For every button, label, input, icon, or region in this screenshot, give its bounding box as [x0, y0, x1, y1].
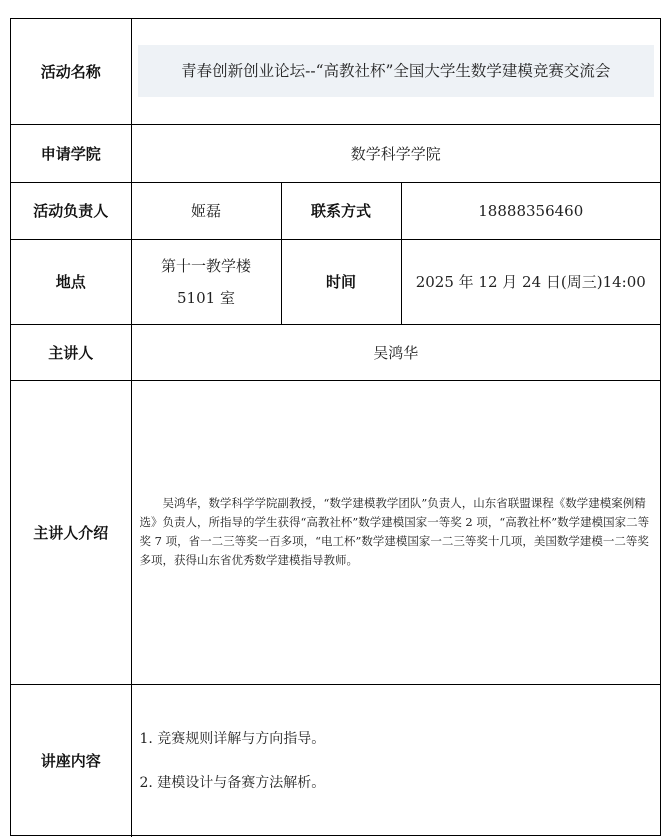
activity-name-cell: [131, 19, 660, 124]
contact-value: 18888356460: [401, 182, 660, 239]
speaker-intro-cell: [131, 380, 660, 684]
activity-name-label: 活动名称: [11, 19, 131, 124]
row-activity-name: [11, 19, 660, 124]
leader-value: 姬磊: [131, 182, 281, 239]
row-college: [11, 124, 660, 182]
row-leader: [11, 182, 660, 239]
activity-name-value: 青春创新创业论坛--“高教社杯”全国大学生数学建模竞赛交流会: [138, 45, 655, 97]
college-label: 申请学院: [11, 124, 131, 182]
speaker-intro-label: 主讲人介绍: [11, 380, 131, 684]
row-location: [11, 239, 660, 324]
time-value: 2025 年 12 月 24 日(周三)14:00: [401, 239, 660, 324]
location-label: 地点: [11, 239, 131, 324]
speaker-label: 主讲人: [11, 324, 131, 380]
college-value: 数学科学学院: [131, 124, 660, 182]
row-speaker-intro: [11, 380, 660, 684]
time-label: 时间: [281, 239, 401, 324]
speaker-value: 吴鸿华: [131, 324, 660, 380]
leader-label: 活动负责人: [11, 182, 131, 239]
contact-label: 联系方式: [281, 182, 401, 239]
lecture-content-label: 讲座内容: [11, 684, 131, 837]
row-speaker: [11, 324, 660, 380]
location-value: [131, 239, 281, 324]
lecture-content-item-2: 2. 建模设计与备赛方法解析。: [139, 774, 326, 791]
activity-table: [11, 19, 660, 837]
location-line-1: 第十一教学楼: [160, 256, 251, 275]
speaker-intro-text: 吴鸿华，数学科学学院副教授，“数学建模教学团队”负责人，山东省联盟课程《数学建模案例精选》负责人，所指导的学生获得“高教社杯”数学建模国家一等奖 2 项，“高教社杯”数学建模国家二等奖 7 项，省一二三等奖一百多项，“电工杯”数学建模国家一二三等奖十几项，美国数学建模一二等奖多项，获得山东省优秀数学建模指导教师。: [139, 496, 650, 567]
activity-form: [10, 18, 661, 836]
row-lecture-content: [11, 684, 660, 837]
lecture-content-cell: [131, 684, 660, 837]
lecture-content-item-1: 1. 竞赛规则详解与方向指导。: [139, 730, 326, 747]
location-line-2: 5101 室: [177, 288, 235, 307]
